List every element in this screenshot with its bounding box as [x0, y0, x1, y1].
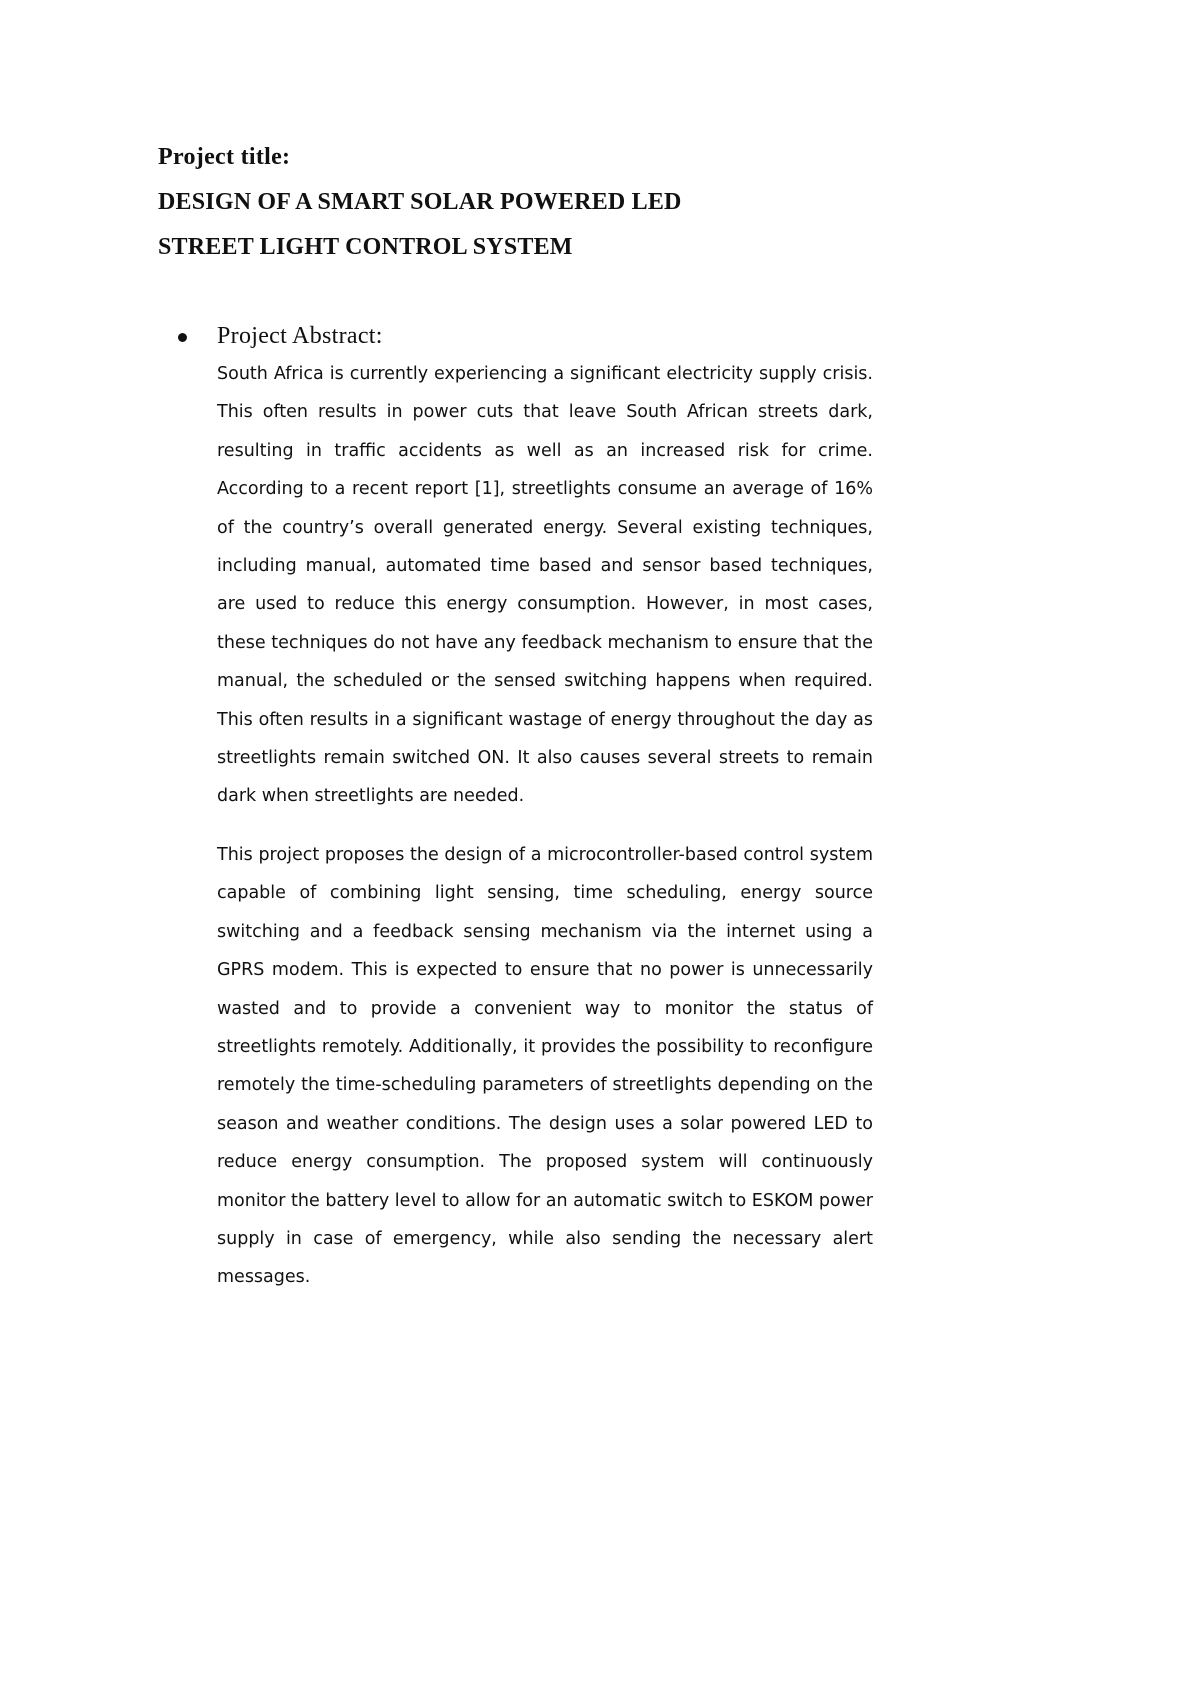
abstract-paragraph-2: This project proposes the design of a microcontroller-based control system capable of combining light sensing, time scheduling, energy source switching and a feedback sensing mechanism via the internet using a GPRS modem. This is expected to ensure that no power is unnecessarily wasted and to provide a convenient way to monitor the status of streetlights remotely. Additionally, it provides the possibility to reconfigure remotely the time-scheduling parameters of streetlights depending on the season and weather conditions. The design uses a solar powered LED to reduce energy consumption. The proposed system will continuously monitor the battery level to allow for an automatic switch to ESKOM power supply in case of emergency, while also sending the necessary alert messages. — [217, 844, 873, 1288]
project-title-line-2: STREET LIGHT CONTROL SYSTEM — [158, 234, 573, 260]
abstract-body — [217, 355, 873, 1297]
bullet-icon — [178, 333, 187, 342]
abstract-heading: Project Abstract: — [217, 323, 383, 349]
title-block — [158, 140, 918, 264]
abstract-paragraph-1: South Africa is currently experiencing a significant electricity supply crisis. This often results in power cuts that leave South African streets dark, resulting in traffic accidents as well as an increased risk for crime. According to a recent report [1], streetlights consume an average of 16% of the country’s overall generated energy. Several existing techniques, including manual, automated time based and sensor based techniques, are used to reduce this energy consumption. However, in most cases, these techniques do not have any feedback mechanism to ensure that the manual, the scheduled or the sensed switching happens when required. This often results in a significant wastage of energy throughout the day as streetlights remain switched ON. It also causes several streets to remain dark when streetlights are needed. — [217, 364, 873, 807]
abstract-heading-row — [178, 320, 383, 352]
project-title-line-1: DESIGN OF A SMART SOLAR POWERED LED — [158, 189, 682, 215]
project-title-label: Project title: — [158, 144, 291, 170]
